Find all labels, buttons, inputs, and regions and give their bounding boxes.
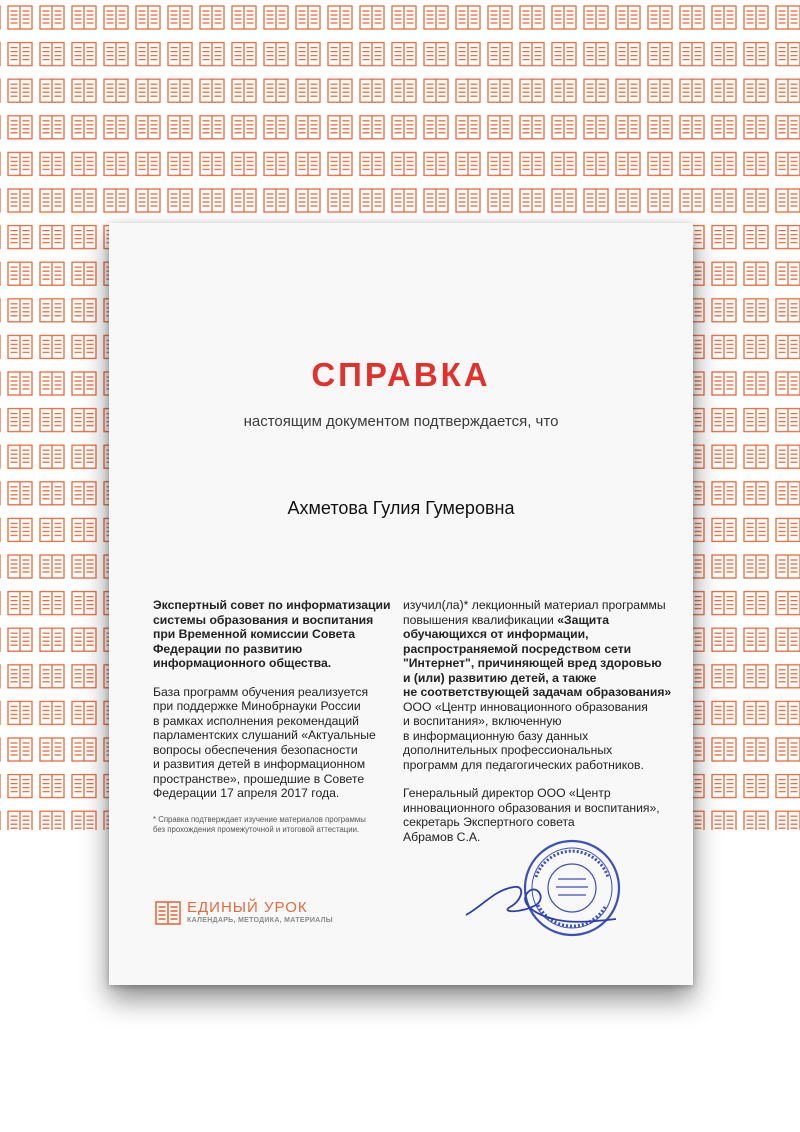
org-line: в информационную базу данных	[403, 728, 589, 743]
certificate-title: СПРАВКА	[311, 356, 491, 393]
body-line: База программ обучения реализуется	[153, 684, 369, 699]
certificate-subtitle: настоящим документом подтверждается, что	[243, 413, 559, 430]
body-line: парламентских слушаний «Актуальные	[153, 728, 376, 742]
body-line: Федерации 17 апреля 2017 года.	[153, 786, 340, 800]
body-line: вопросы обеспечения безопасности	[153, 742, 358, 757]
heading-line: при Временной комиссии Совета	[153, 627, 355, 641]
body-line: при поддержке Минобрнауки России	[153, 699, 361, 713]
program-title-line: и (или) развитию детей, а также	[403, 670, 597, 685]
logo-name: ЕДИНЫЙ УРОК	[187, 899, 308, 916]
intro-line: изучил(ла)* лекционный материал программы	[403, 598, 666, 612]
signatory-line: Генеральный директор ООО «Центр	[403, 786, 611, 800]
footnote	[153, 815, 403, 835]
signatory-line: Абрамов С.А.	[403, 829, 481, 844]
body-line: пространстве», прошедшие в Совете	[153, 771, 365, 786]
footnote-line: без прохождения промежуточной и итоговой аттестации.	[153, 824, 360, 834]
program-title-line: "Интернет", причиняющей вред здоровью	[403, 656, 662, 670]
heading-line: системы образования и воспитания	[153, 612, 374, 627]
left-column	[153, 598, 403, 835]
expert-council-heading	[153, 598, 403, 671]
body-line: в рамках исполнения рекомендаций	[153, 713, 359, 728]
open-book-icon	[155, 901, 181, 925]
org-line: ООО «Центр инновационного образования	[403, 699, 648, 714]
program-title-line: не соответствующей задачам образования»	[403, 685, 672, 699]
program-title-line: обучающихся от информации,	[403, 627, 589, 641]
intro-line-2	[403, 613, 683, 628]
org-line: и воспитания», включенную	[403, 714, 562, 728]
org-line: дополнительных профессиональных	[403, 743, 613, 757]
heading-line: Федерации по развитию	[153, 641, 303, 656]
handwritten-signature	[466, 887, 616, 922]
body-line: и развития детей в информационном	[153, 757, 366, 771]
signatory-line: секретарь Экспертного совета	[403, 815, 575, 829]
heading-line: Экспертный совет по информатизации	[153, 598, 391, 612]
heading-line: информационного общества.	[153, 656, 332, 670]
program-intro	[403, 598, 683, 772]
certificate-page	[109, 223, 693, 985]
program-title-start: «Защита	[557, 612, 609, 627]
intro-text: повышения квалификации	[403, 612, 554, 627]
seal-stamp-and-signature	[464, 835, 624, 945]
right-column	[403, 598, 683, 844]
logo-tagline: КАЛЕНДАРЬ, МЕТОДИКА, МАТЕРИАЛЫ	[187, 917, 333, 924]
program-title-line: распространяемой посредством сети	[403, 641, 632, 656]
program-base-paragraph	[153, 685, 403, 801]
signatory-line: инновационного образования и воспитания»,	[403, 800, 660, 815]
org-line: программ для педагогических работников.	[403, 757, 644, 772]
recipient-name: Ахметова Гулия Гумеровна	[287, 498, 515, 518]
edinyi-urok-logo	[155, 898, 355, 930]
footnote-line: * Справка подтверждает изучение материалов программы	[153, 814, 366, 824]
